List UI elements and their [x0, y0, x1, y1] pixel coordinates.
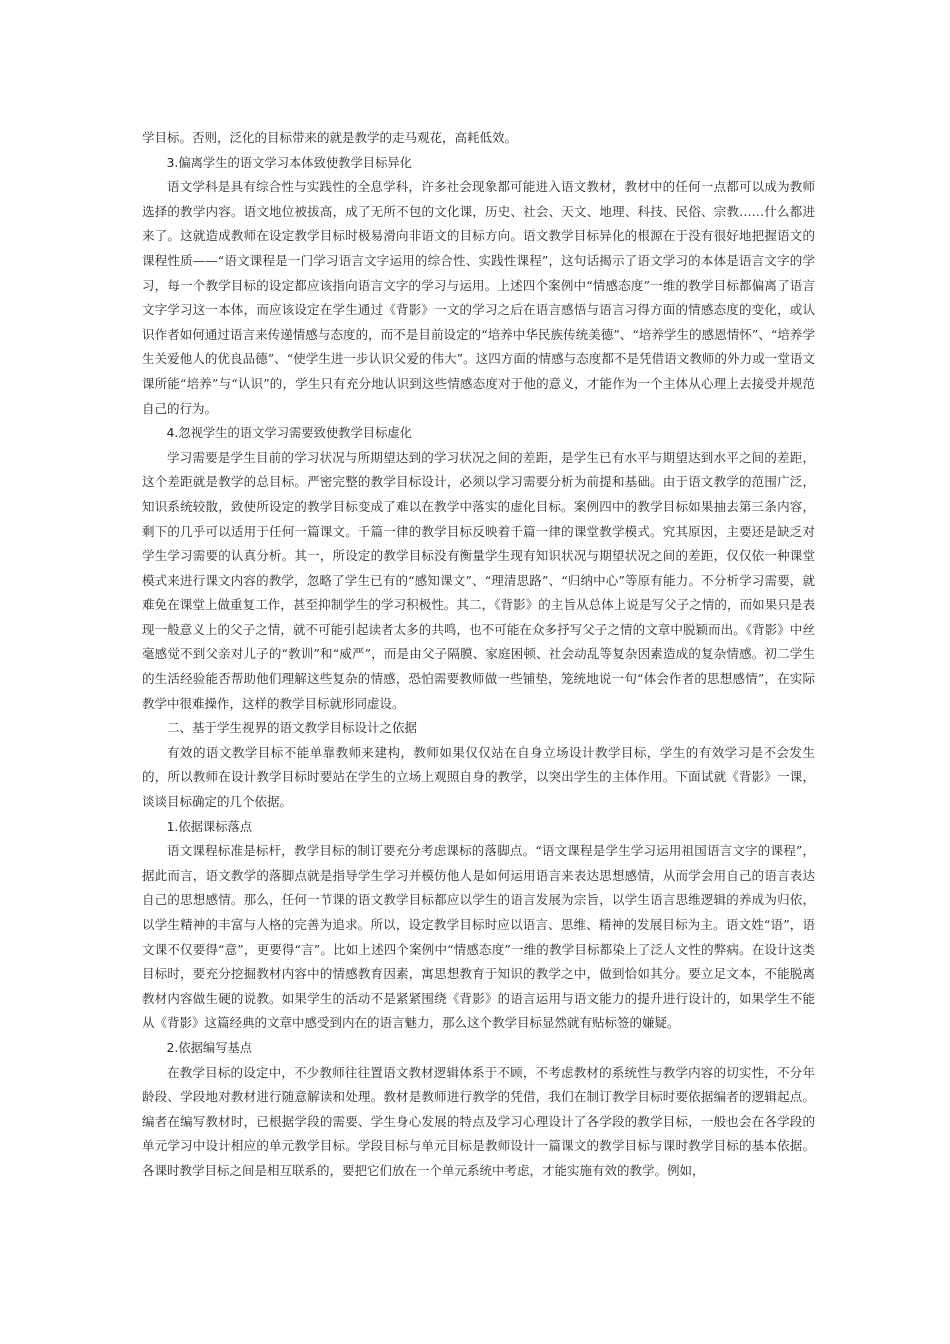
section-heading: 3.偏离学生的语文学习本体致使教学目标异化 — [166, 155, 412, 170]
paragraph: 语文课程标准是标杆，教学目标的制订要充分考虑课标的落脚点。“语文课程是学生学习运用祖国语言文字的课程”，据此而言，语文教学的落脚点就是指导学生学习并模仿他人是如何运用语言来表达思想感情，从而学会用自己的语言表达自己的思想感情。那么，任何一节课的语文教学目标都应以学生的语言发展为宗旨，以学生语言思维逻辑的养成为归依，以学生精神的丰富与人格的完善为追求。所以，设定教学目标时应以语言、思维、精神的发展目标为主。语文姓“语”，语文课不仅要得“意”，更要得“言”。比如上述四个案例中“情感态度”一维的教学目标都染上了泛人文性的弊病。在设计这类目标时，要充分挖掘教材内容中的情感教育因素，寓思想教育于知识的教学之中，做到恰如其分。要立足文本，不能脱离教材内容做生硬的说教。如果学生的活动不是紧紧围绕《背影》的语言运用与语文能力的提升进行设计的，如果学生不能从《背影》这篇经典的文章中感受到内在的语言魅力，那么这个教学目标显然就有贴标签的嫌疑。 — [142, 843, 815, 1031]
section-heading: 2.依据编写基点 — [166, 1040, 253, 1055]
section-heading: 4.忽视学生的语文学习需要致使教学目标虚化 — [166, 426, 412, 441]
section-heading: 1.依据课标落点 — [166, 819, 253, 834]
paragraph: 语文学科是具有综合性与实践性的全息学科，许多社会现象都可能进入语文教材，教材中的任何一点都可以成为教师选择的教学内容。语文地位被拔高，成了无所不包的文化课，历史、社会、天文、地理、科技、民俗、宗教……什么都进来了。这就造成教师在设定教学目标时极易滑向非语文的目标方向。语文教学目标异化的根源在于没有很好地把握语文的课程性质——“语文课程是一门学习语言文字运用的综合性、实践性课程”，这句话揭示了语文学习的本体是语言文字的学习，每一个教学目标的设定都应该指向语言文字的学习与运用。上述四个案例中“情感态度”一维的教学目标都偏离了语言文字学习这一本体，而应该设定在学生通过《背影》一文的学习之后在语言感悟与语言习得方面的情感态度的变化，或认识作者如何通过语言来传递情感与态度的，而不是目前设定的“培养中华民族传统美德”、“培养学生的感恩情怀”、“培养学生关爱他人的优良品德”、“使学生进一步认识父爱的伟大”。这四方面的情感与态度都不是凭借语文教师的外力或一堂语文课所能“培养”与“认识”的，学生只有充分地认识到这些情感态度对于他的意义，才能作为一个主体从心理上去接受并规范自己的行为。 — [142, 179, 815, 416]
paragraph: 学习需要是学生目前的学习状况与所期望达到的学习状况之间的差距，是学生已有水平与期望达到水平之间的差距，这个差距就是教学的总目标。严密完整的教学目标设计，必须以学习需要分析为前提和基础。由于语文教学的范围广泛，知识系统较散，致使所设定的教学目标变成了难以在教学中落实的虚化目标。案例四中的教学目标如果抽去第三条内容，剩下的几乎可以适用于任何一篇课文。千篇一律的教学目标反映着千篇一律的课堂教学模式。究其原因，主要还是缺乏对学生学习需要的认真分析。其一，所设定的教学目标没有衡量学生现有知识状况与期望状况之间的差距，仅仅依一种课堂模式来进行课文内容的教学，忽略了学生已有的“感知课文”、“理清思路”、“归纳中心”等原有能力。不分析学习需要，就难免在课堂上做重复工作，甚至抑制学生的学习积极性。其二，《背影》的主旨从总体上说是写父子之情的，而如果只是表现一般意义上的父子之情，就不可能引起读者太多的共鸣，也不可能在众多抒写父子之情的文章中脱颖而出。《背影》中丝毫感觉不到父亲对儿子的“教训”和“威严”，而是由父子隔膜、家庭困顿、社会动乱等复杂因素造成的复杂情感。初二学生的生活经验能否帮助他们理解这些复杂的情感，恐怕需要教师做一些铺垫，笼统地说一句“体会作者的思想感情”，在实际教学中很难操作，这样的教学目标就形同虚设。 — [142, 449, 815, 711]
paragraph: 学目标。否则，泛化的目标带来的就是教学的走马观花，高耗低效。 — [142, 130, 518, 145]
document-page — [142, 126, 815, 1184]
paragraph: 在教学目标的设定中，不少教师往往置语文教材逻辑体系于不顾，不考虑教材的系统性与教学内容的切实性，不分年龄段、学段地对教材进行随意解读和处理。教材是教师进行教学的凭借，我们在制订教学目标时要依据编者的逻辑起点。编者在编写教材时，已根据学段的需要、学生身心发展的特点及学习心理设计了各学段的教学目标，一般也会在各学段的单元学习中设计相应的单元教学目标。学段目标与单元目标是教师设计一篇课文的教学目标与课时教学目标的基本依据。各课时教学目标之间是相互联系的，要把它们放在一个单元系统中考虑，才能实施有效的教学。例如， — [142, 1064, 815, 1178]
paragraph: 有效的语文教学目标不能单靠教师来建构，教师如果仅仅站在自身立场设计教学目标，学生的有效学习是不会发生的，所以教师在设计教学目标时要站在学生的立场上观照自身的教学，以突出学生的主体作用。下面试就《背影》一课，谈谈目标确定的几个依据。 — [142, 744, 815, 810]
section-title: 二、基于学生视界的语文教学目标设计之依据 — [167, 720, 418, 736]
